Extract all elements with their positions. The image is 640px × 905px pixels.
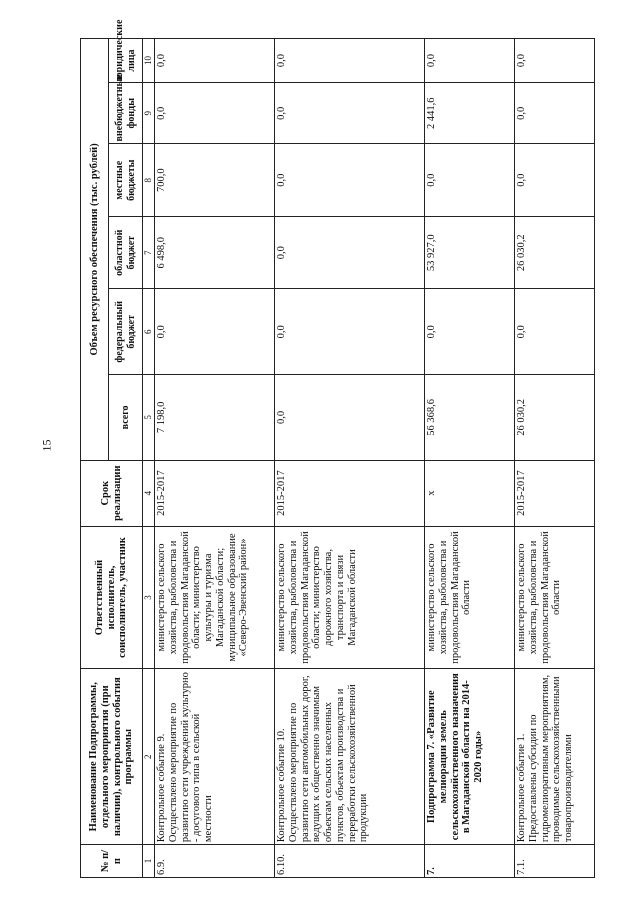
row-val-offbudget: 0,0 <box>515 83 595 144</box>
table-row <box>155 39 275 878</box>
index-cell: 9 <box>143 83 155 144</box>
row-name: Контрольное событие 1. Предоставлены субсидии по гидромелиоративным мероприятиям, проводимые сельскохозяйственными товаропроизводителями <box>515 669 595 845</box>
index-cell: 2 <box>143 669 155 845</box>
index-cell: 4 <box>143 460 155 526</box>
row-val-regional: 0,0 <box>275 216 425 288</box>
index-cell: 7 <box>143 216 155 288</box>
row-val-regional: 26 030,2 <box>515 216 595 288</box>
header-term: Срок реализации <box>81 460 143 526</box>
row-val-federal: 0,0 <box>275 289 425 375</box>
header-col-local: местные бюджеты <box>109 144 143 216</box>
table-row <box>515 39 595 878</box>
row-val-total: 56 368,6 <box>425 375 515 461</box>
header-num: № п/п <box>81 845 143 878</box>
row-term: х <box>425 460 515 526</box>
row-term: 2015-2017 <box>275 460 425 526</box>
header-volume: Объем ресурсного обеспечения (тыс. рублей) <box>81 39 109 461</box>
header-col-federal: федеральный бюджет <box>109 289 143 375</box>
row-val-federal: 0,0 <box>515 289 595 375</box>
row-name: Контрольное событие 10. Осуществлено мероприятие по развитию сети автомобильных дорог, ведущих к общественно значимым объектам сельских населенных пунктов, объектам производства и переработки сельскохозяйственной продукции <box>275 669 425 845</box>
row-val-offbudget: 2 441,6 <box>425 83 515 144</box>
rotated-table-container <box>80 19 640 878</box>
row-val-local: 700,0 <box>155 144 275 216</box>
row-val-offbudget: 0,0 <box>275 83 425 144</box>
row-term: 2015-2017 <box>515 460 595 526</box>
row-val-federal: 0,0 <box>155 289 275 375</box>
row-val-regional: 53 927,0 <box>425 216 515 288</box>
index-cell: 10 <box>143 39 155 83</box>
row-num: 7.1. <box>515 845 595 878</box>
row-resp: министерство сельского хозяйства, рыболовства и продовольствия Магаданской области <box>515 526 595 669</box>
table-row <box>275 39 425 878</box>
index-cell: 8 <box>143 144 155 216</box>
index-cell: 1 <box>143 845 155 878</box>
row-val-local: 0,0 <box>275 144 425 216</box>
row-num: 7. <box>425 845 515 878</box>
row-val-legal: 0,0 <box>515 39 595 83</box>
row-name: Подпрограмма 7. «Развитие мелиорации земель сельскохозяйственного назначения в Магаданской области на 2014-2020 годы» <box>425 669 515 845</box>
row-term: 2015-2017 <box>155 460 275 526</box>
row-val-federal: 0,0 <box>425 289 515 375</box>
row-resp: министерство сельского хозяйства, рыболовства и продовольствия Магаданской области; министерство дорожного хозяйства, транспорта и связи Магаданской области <box>275 526 425 669</box>
row-resp: министерство сельского хозяйства, рыболовства и продовольствия Магаданской области <box>425 526 515 669</box>
row-val-total: 7 198,0 <box>155 375 275 461</box>
page-number: 15 <box>39 439 54 452</box>
header-col-offbudget: внебюджетные фонды <box>109 83 143 144</box>
row-val-total: 26 030,2 <box>515 375 595 461</box>
index-cell: 5 <box>143 375 155 461</box>
row-val-legal: 0,0 <box>155 39 275 83</box>
resource-table <box>80 19 595 878</box>
header-resp: Ответственный исполнитель, соисполнитель, участник <box>81 526 143 669</box>
header-name: Наименование Подпрограммы, отдельного мероприятия (при наличии), контрольного события программы <box>81 669 143 845</box>
index-cell: 3 <box>143 526 155 669</box>
row-val-offbudget: 0,0 <box>155 83 275 144</box>
row-val-total: 0,0 <box>275 375 425 461</box>
row-val-regional: 6 498,0 <box>155 216 275 288</box>
row-val-local: 0,0 <box>515 144 595 216</box>
row-num: 6.10. <box>275 845 425 878</box>
header-col-total: всего <box>109 375 143 461</box>
row-val-legal: 0,0 <box>275 39 425 83</box>
header-col-regional: областной бюджет <box>109 216 143 288</box>
row-name: Контрольное событие 9. Осуществлено мероприятие по развитию сети учреждений культурно - досугового типа в сельской местности <box>155 669 275 845</box>
table-row <box>425 39 515 878</box>
index-cell: 6 <box>143 289 155 375</box>
row-resp: министерство сельского хозяйства, рыболовства и продовольствия Магаданской области; министерство культуры и туризма Магаданской области; муниципальное образование «Северо-Эвенский район» <box>155 526 275 669</box>
row-val-local: 0,0 <box>425 144 515 216</box>
header-col-legal: юридические лица <box>109 39 143 83</box>
row-val-legal: 0,0 <box>425 39 515 83</box>
row-num: 6.9. <box>155 845 275 878</box>
